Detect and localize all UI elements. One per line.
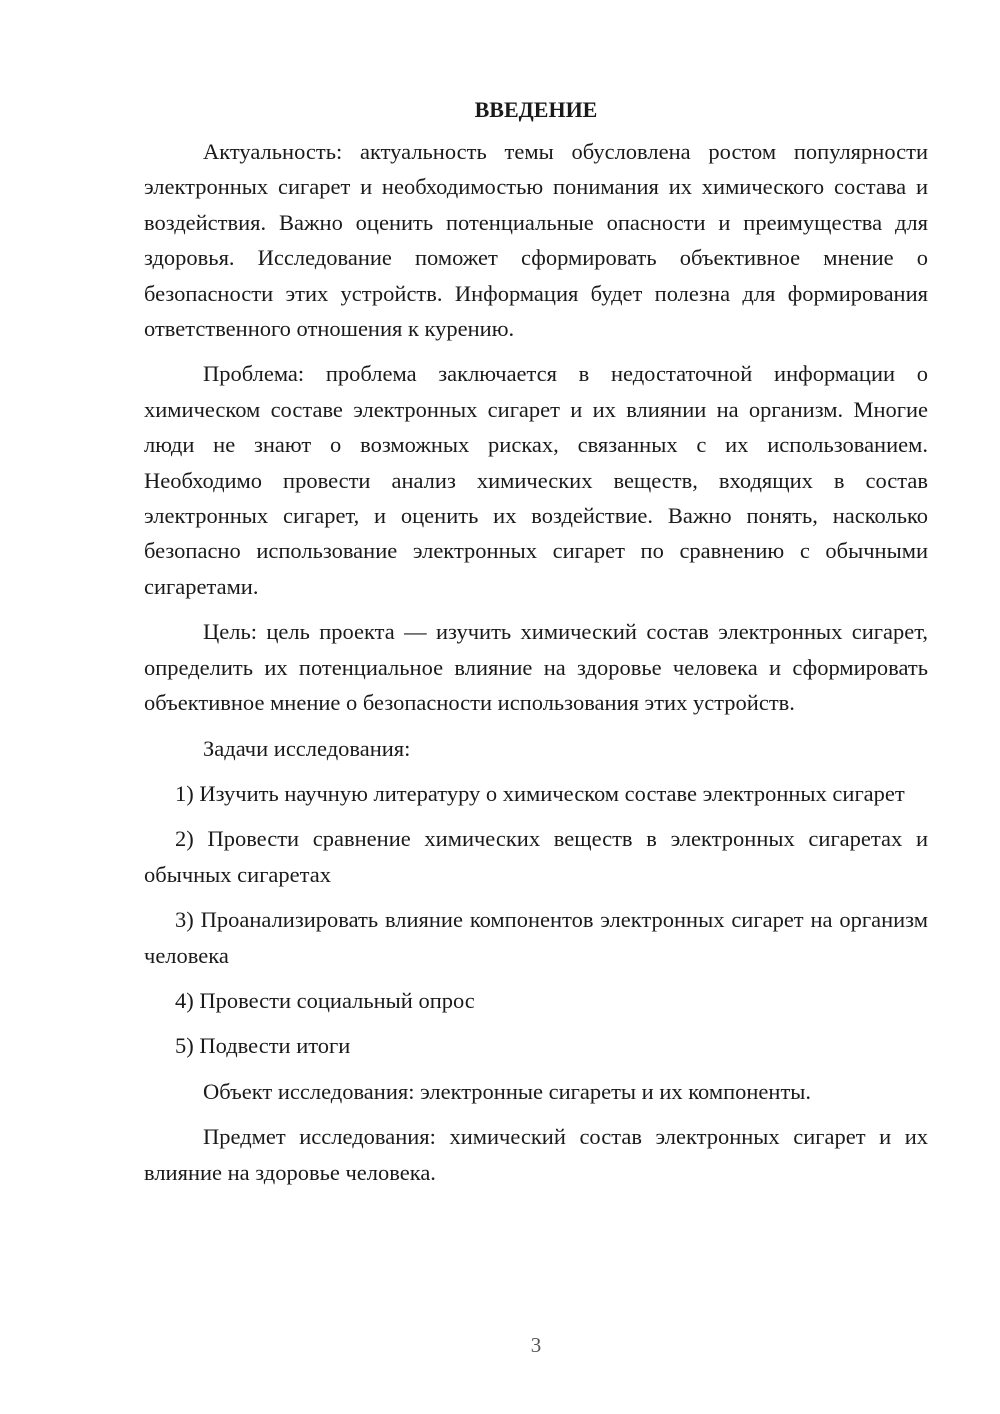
task-item: 2) Провести сравнение химических веществ в электронных сигаретах и обычных сигаретах bbox=[144, 826, 928, 887]
task-item: 1) Изучить научную литературу о химическом составе электронных сигарет bbox=[175, 780, 905, 806]
task-item: 4) Провести социальный опрос bbox=[175, 987, 475, 1013]
relevance-paragraph: Актуальность: актуальность темы обусловлена ростом популярности электронных сигарет и необходимостью понимания их химического состава и воздействия. Важно оценить потенциальные опасности и преимущества для здоровья. Исследование поможет сформировать объективное мнение о безопасности этих устройств. Информация будет полезна для формирования ответственного отношения к курению. bbox=[144, 139, 928, 342]
task-item: 5) Подвести итоги bbox=[175, 1033, 351, 1059]
problem-paragraph: Проблема: проблема заключается в недостаточной информации о химическом составе электронных сигарет и их влиянии на организм. Многие люди не знают о возможных рисках, связанных с их использованием. Необходимо провести анализ химических веществ, входящих в состав электронных сигарет, и оценить их воздействие. Важно понять, насколько безопасно использование электронных сигарет по сравнению с обычными сигаретами. bbox=[144, 361, 928, 599]
page-content bbox=[144, 92, 928, 1200]
object-paragraph: Объект исследования: электронные сигареты и их компоненты. bbox=[203, 1078, 812, 1104]
section-title: ВВЕДЕНИЕ bbox=[474, 97, 598, 122]
subject-paragraph: Предмет исследования: химический состав электронных сигарет и их влияние на здоровье человека. bbox=[144, 1124, 928, 1185]
goal-paragraph: Цель: цель проекта — изучить химический состав электронных сигарет, определить их потенциальное влияние на здоровье человека и сформировать объективное мнение о безопасности использования этих устройств. bbox=[144, 619, 928, 716]
tasks-heading: Задачи исследования: bbox=[203, 735, 411, 761]
task-item: 3) Проанализировать влияние компонентов электронных сигарет на организм человека bbox=[144, 907, 928, 968]
page-number: 3 bbox=[530, 1333, 542, 1357]
